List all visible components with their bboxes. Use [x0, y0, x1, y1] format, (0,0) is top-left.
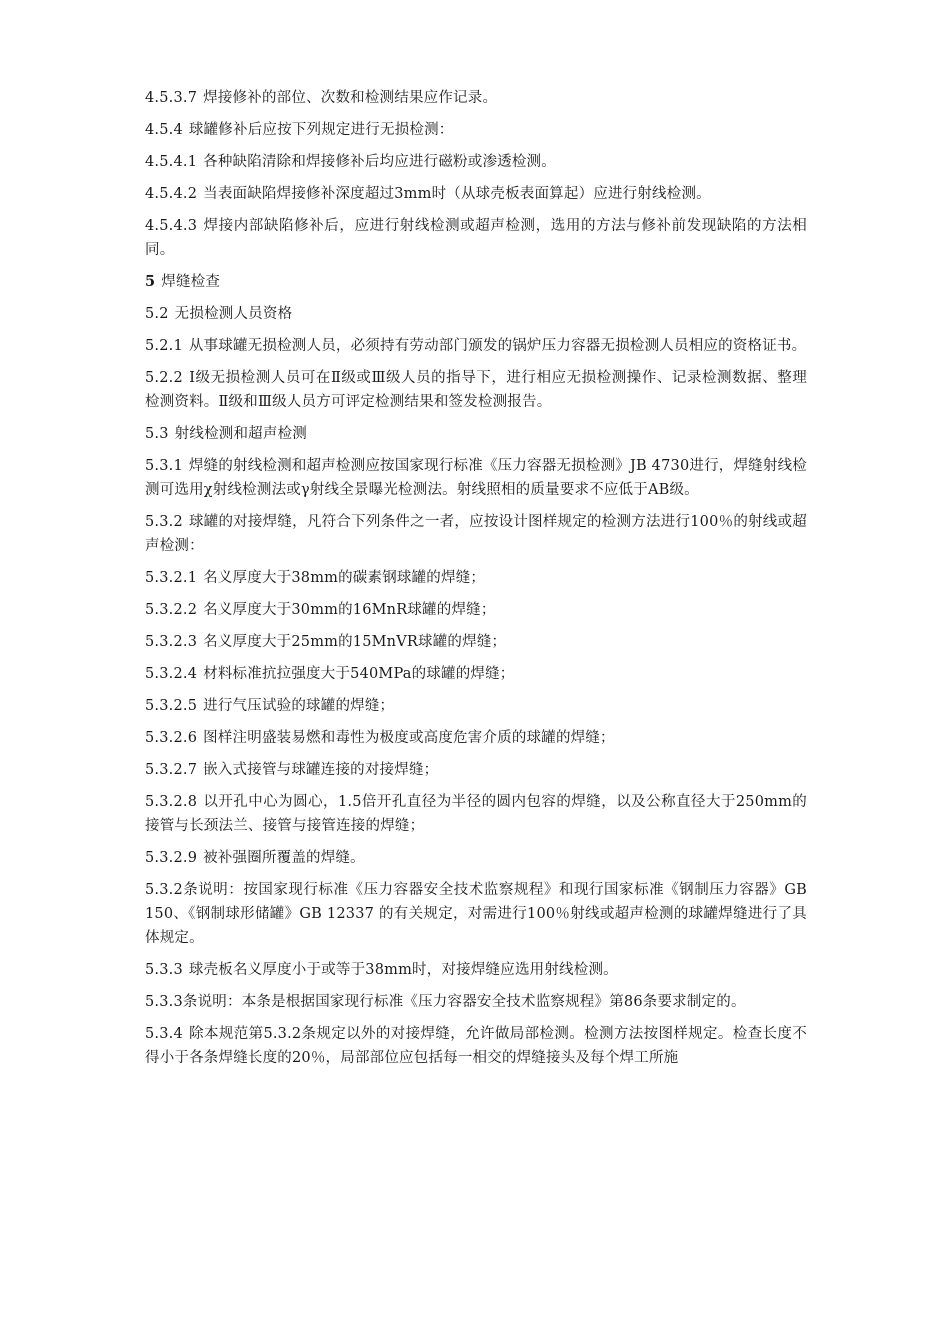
clause-paragraph — [145, 630, 807, 654]
clause-paragraph — [145, 86, 807, 110]
clause-number: 5.3.2 — [145, 514, 183, 530]
clause-text: 嵌入式接管与球罐连接的对接焊缝； — [203, 762, 439, 778]
clause-text: Ⅰ级无损检测人员可在Ⅱ级或Ⅲ级人员的指导下，进行相应无损检测操作、记录检测数据、整理检测资料。Ⅱ级和Ⅲ级人员方可评定检测结果和签发检测报告。 — [145, 370, 807, 410]
clause-paragraph — [145, 182, 807, 206]
clause-number: 5.3.2.1 — [145, 570, 198, 586]
clause-text: 被补强圈所覆盖的焊缝。 — [203, 850, 365, 866]
clause-paragraph — [145, 598, 807, 622]
clause-paragraph — [145, 302, 807, 326]
clause-paragraph — [145, 366, 807, 414]
clause-text: 5.3.2条说明：按国家现行标准《压力容器安全技术监察规程》和现行国家标准《钢制压力容器》GB 150、《钢制球形储罐》GB 12337 的有关规定，对需进行100％射线或超声检测的球罐焊缝进行了具体规定。 — [145, 882, 807, 946]
clause-number: 4.5.4.1 — [145, 154, 198, 170]
clause-paragraph — [145, 118, 807, 142]
clause-number: 5.3.2.4 — [145, 666, 198, 682]
clause-text: 以开孔中心为圆心，1.5倍开孔直径为半径的圆内包容的焊缝，以及公称直径大于250mm的接管与长颈法兰、接管与接管连接的焊缝； — [145, 794, 807, 834]
clause-paragraph — [145, 214, 807, 262]
clause-paragraph — [145, 758, 807, 782]
clause-text: 名义厚度大于25mm的15MnVR球罐的焊缝； — [203, 634, 507, 650]
clause-text: 从事球罐无损检测人员，必须持有劳动部门颁发的锅炉压力容器无损检测人员相应的资格证书。 — [188, 338, 807, 354]
clause-text: 球罐的对接焊缝，凡符合下列条件之一者，应按设计图样规定的检测方法进行100％的射线或超声检测： — [145, 514, 807, 554]
clause-text: 材料标准抗拉强度大于540MPa的球罐的焊缝； — [203, 666, 515, 682]
clause-number: 5.3.2.5 — [145, 698, 198, 714]
clause-text: 除本规范第5.3.2条规定以外的对接焊缝，允许做局部检测。检测方法按图样规定。检查长度不得小于各条焊缝长度的20％，局部部位应包括每一相交的焊缝接头及每个焊工所施 — [145, 1026, 807, 1066]
clause-paragraph — [145, 422, 807, 446]
clause-number: 4.5.4.3 — [145, 218, 198, 234]
document-page — [145, 86, 807, 1078]
clause-text: 焊缝的射线检测和超声检测应按国家现行标准《压力容器无损检测》JB 4730进行，焊缝射线检测可选用χ射线检测法或γ射线全景曝光检测法。射线照相的质量要求不应低于AB级。 — [145, 458, 807, 498]
clause-text: 名义厚度大于30mm的16MnR球罐的焊缝； — [203, 602, 496, 618]
clause-number: 5.3.2.9 — [145, 850, 198, 866]
clause-number: 5.3.2.6 — [145, 730, 198, 746]
clause-number: 5.2.1 — [145, 338, 183, 354]
clause-text: 图样注明盛装易燃和毒性为极度或高度危害介质的球罐的焊缝； — [203, 730, 615, 746]
clause-number: 4.5.4 — [145, 122, 183, 138]
clause-paragraph — [145, 726, 807, 750]
clause-number: 5.3.4 — [145, 1026, 183, 1042]
clause-paragraph — [145, 694, 807, 718]
clause-number: 4.5.4.2 — [145, 186, 198, 202]
clause-text: 名义厚度大于38mm的碳素钢球罐的焊缝； — [203, 570, 486, 586]
clause-number: 5.3 — [145, 426, 169, 442]
clause-text: 球壳板名义厚度小于或等于38mm时，对接焊缝应选用射线检测。 — [188, 962, 618, 978]
clause-text: 当表面缺陷焊接修补深度超过3mm时（从球壳板表面算起）应进行射线检测。 — [203, 186, 711, 202]
clause-text: 进行气压试验的球罐的焊缝； — [203, 698, 395, 714]
clause-number: 5.3.1 — [145, 458, 183, 474]
clause-number: 5 — [145, 273, 156, 290]
clause-paragraph — [145, 846, 807, 870]
clause-number: 5.3.2.3 — [145, 634, 198, 650]
clause-text: 焊接内部缺陷修补后，应进行射线检测或超声检测，选用的方法与修补前发现缺陷的方法相同。 — [145, 218, 807, 258]
clause-paragraph — [145, 1022, 807, 1070]
clause-paragraph — [145, 566, 807, 590]
clause-paragraph — [145, 790, 807, 838]
clause-text: 各种缺陷清除和焊接修补后均应进行磁粉或渗透检测。 — [203, 154, 556, 170]
clause-number: 5.2.2 — [145, 370, 183, 386]
clause-paragraph — [145, 662, 807, 686]
clause-paragraph — [145, 990, 807, 1014]
clause-paragraph — [145, 334, 807, 358]
clause-text: 焊接修补的部位、次数和检测结果应作记录。 — [203, 90, 498, 106]
clause-number: 5.3.2.2 — [145, 602, 198, 618]
section-heading — [145, 270, 807, 294]
clause-number: 4.5.3.7 — [145, 90, 198, 106]
clause-text: 5.3.3条说明：本条是根据国家现行标准《压力容器安全技术监察规程》第86条要求制定的。 — [145, 994, 746, 1010]
clause-paragraph — [145, 150, 807, 174]
clause-number: 5.3.2.7 — [145, 762, 198, 778]
clause-paragraph — [145, 510, 807, 558]
clause-number: 5.3.3 — [145, 962, 183, 978]
clause-number: 5.2 — [145, 306, 169, 322]
clause-paragraph — [145, 454, 807, 502]
clause-number: 5.3.2.8 — [145, 794, 198, 810]
clause-paragraph — [145, 878, 807, 950]
clause-paragraph — [145, 958, 807, 982]
clause-text: 焊缝检查 — [161, 274, 221, 290]
clause-text: 射线检测和超声检测 — [174, 426, 307, 442]
clause-text: 球罐修补后应按下列规定进行无损检测： — [188, 122, 454, 138]
clause-text: 无损检测人员资格 — [174, 306, 293, 322]
